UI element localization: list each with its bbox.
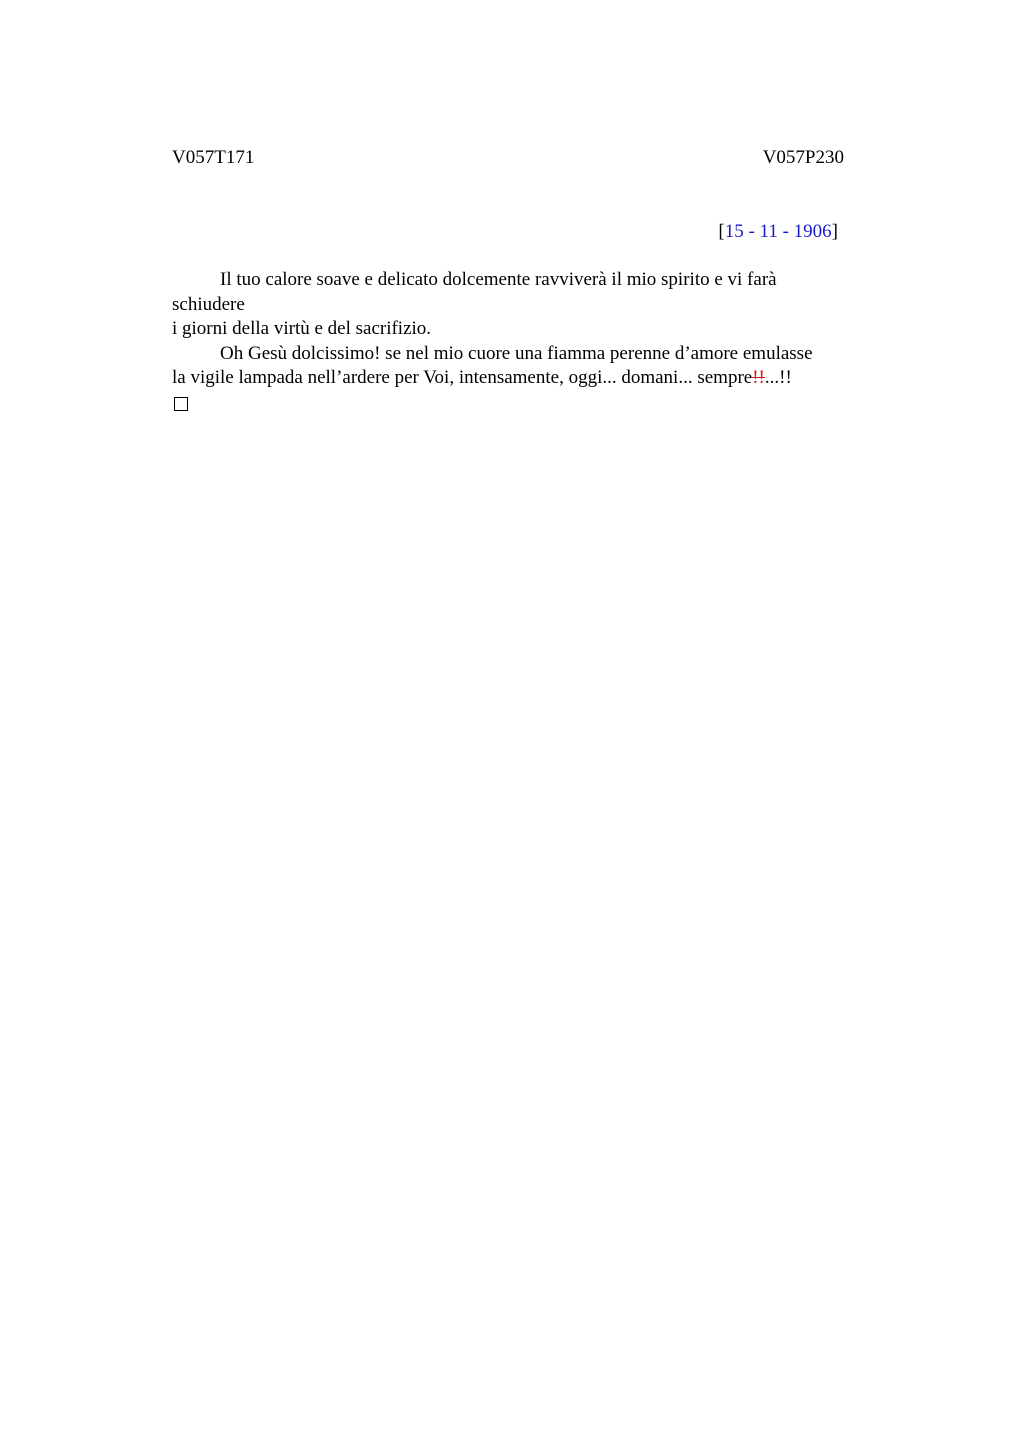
body-line-1: Il tuo calore soave e delicato dolcemente ravviverà il mio spirito e vi farà bbox=[220, 269, 777, 290]
body-line-5-text: la vigile lampada nell’ardere per Voi, intensamente, oggi... domani... sempre bbox=[172, 367, 753, 388]
deleted-exclamations: !! bbox=[752, 367, 765, 388]
body-line-5 bbox=[172, 366, 872, 391]
body-line-5-ending: ...!! bbox=[764, 367, 792, 388]
date-value: 15 - 11 - 1906 bbox=[724, 221, 832, 242]
body-line-4: Oh Gesù dolcissimo! se nel mio cuore una fiamma perenne d’amore emulasse bbox=[220, 342, 813, 364]
date-open-bracket: [ bbox=[718, 221, 725, 242]
body-line-2: schiudere bbox=[172, 293, 245, 315]
date-close-bracket: ] bbox=[831, 221, 838, 242]
document-code-left: V057T171 bbox=[172, 147, 255, 168]
body-text bbox=[172, 268, 872, 411]
date-line bbox=[718, 220, 838, 244]
empty-square-icon bbox=[174, 397, 188, 411]
body-line-3: i giorni della virtù e del sacrifizio. bbox=[172, 318, 432, 339]
document-code-right: V057P230 bbox=[762, 147, 844, 168]
